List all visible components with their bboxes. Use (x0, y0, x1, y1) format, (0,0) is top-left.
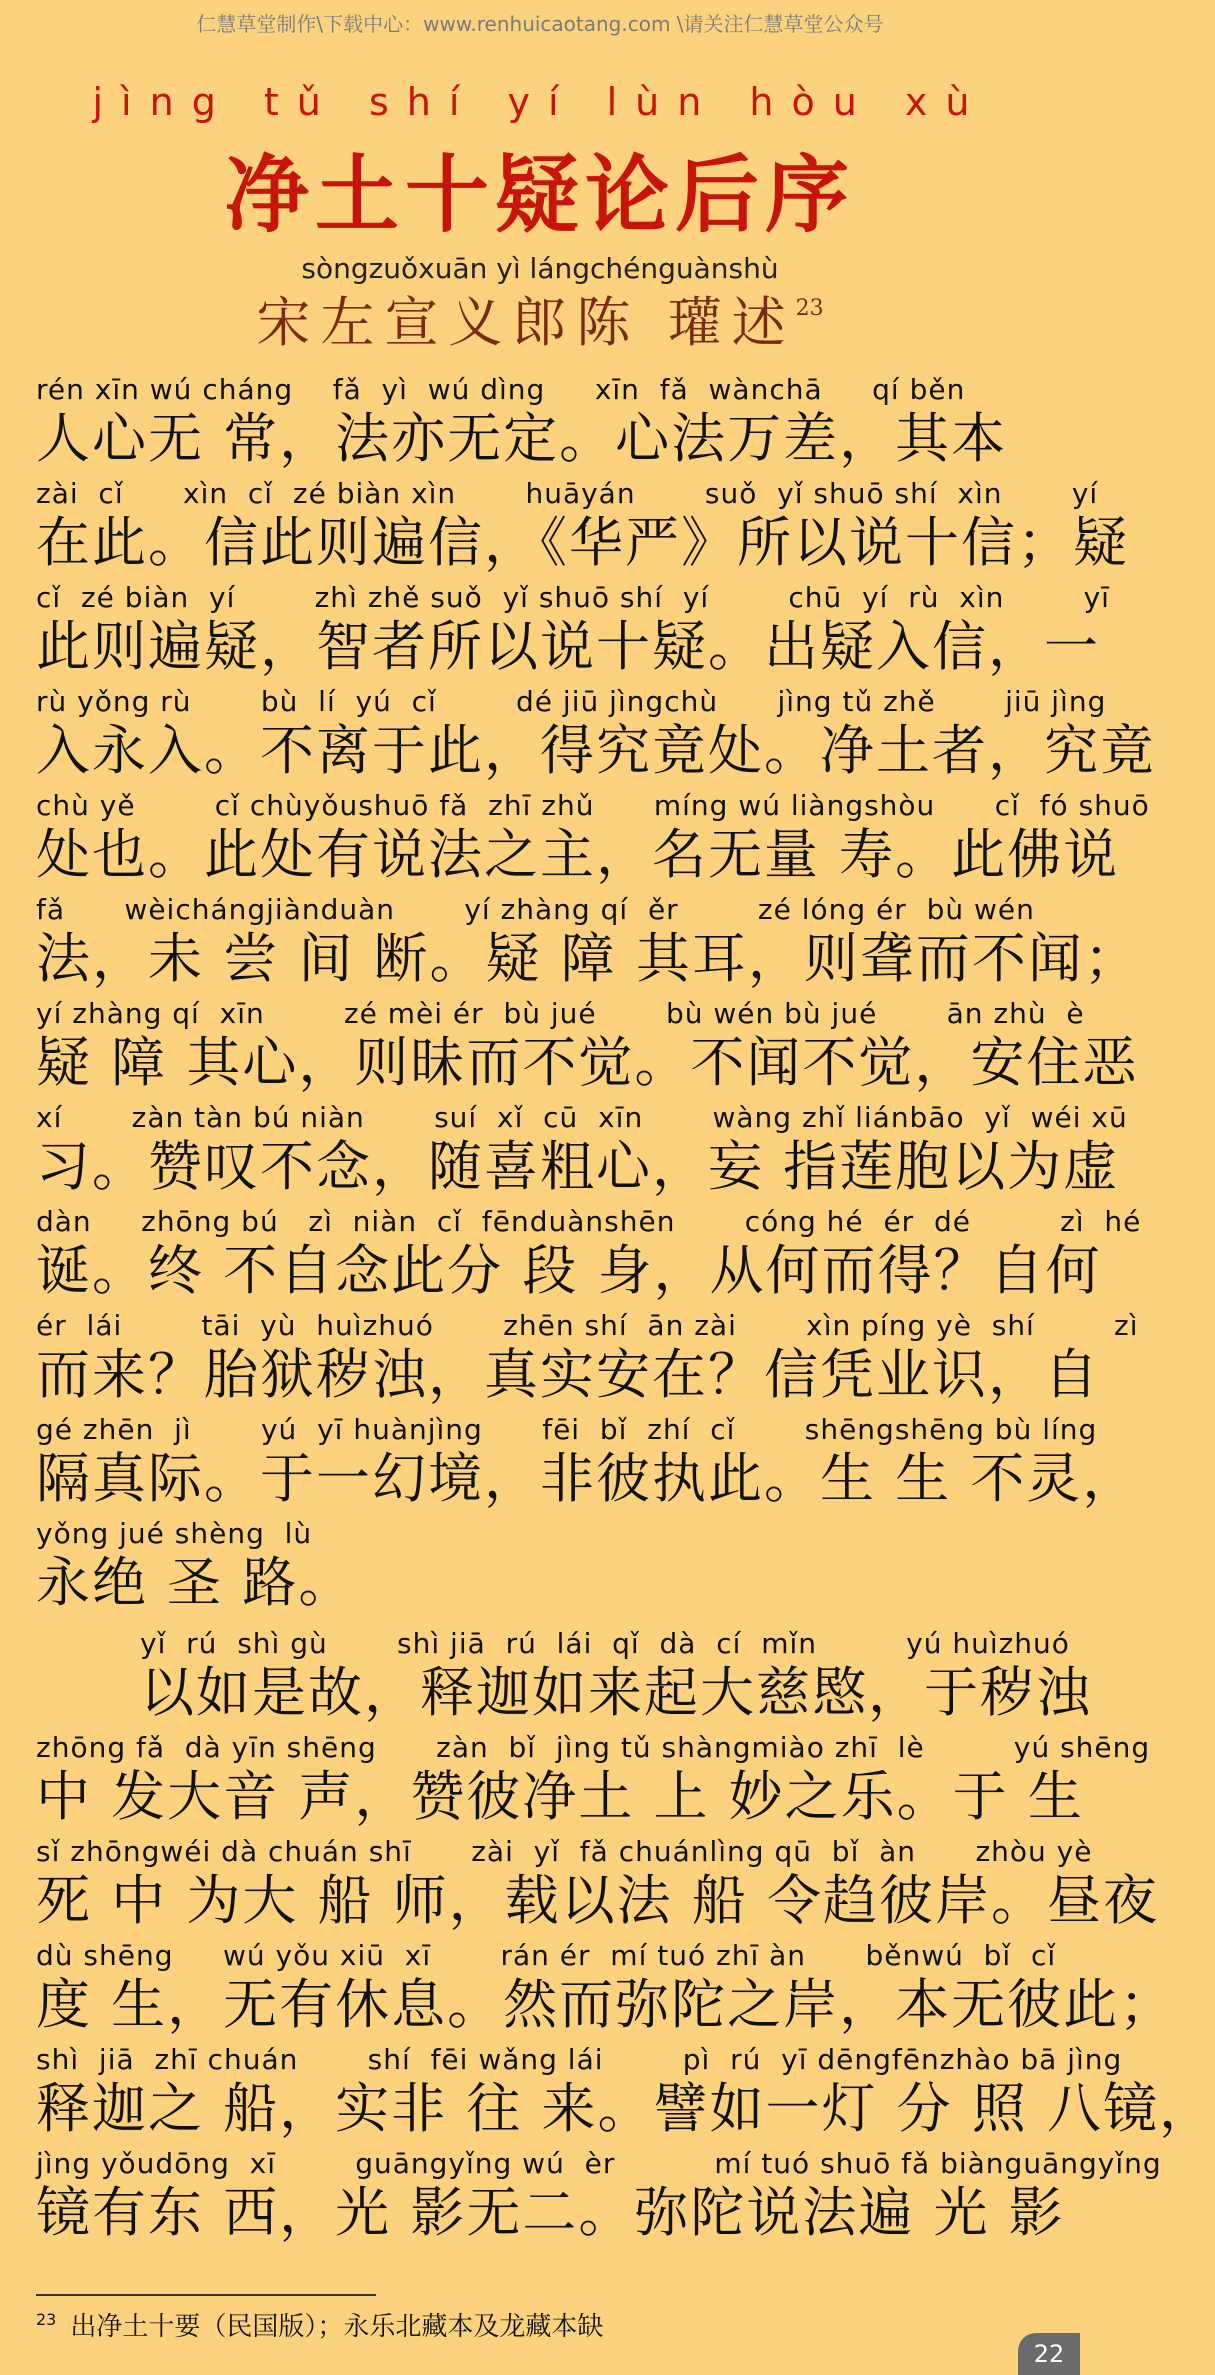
footnote-divider (36, 2294, 376, 2296)
text-line (36, 1204, 1142, 1308)
chinese-line: 人心无 常，法亦无定。心法万差，其本 (36, 407, 1008, 470)
text-line (36, 580, 1110, 684)
chinese-line: 在此。信此则遍信，《华严》所以说十信；疑 (36, 511, 1129, 574)
text-line (36, 996, 1139, 1100)
chinese-line: 永绝 圣 路。 (36, 1551, 355, 1614)
text-line (36, 2042, 1215, 2146)
pinyin-line: jìng yǒudōng xī guāngyǐng wú èr mí tuó shuō fǎ biànguāngyǐng (36, 2147, 1162, 2180)
text-line (36, 788, 1150, 892)
text-line (36, 1308, 1139, 1412)
chinese-line: 释迦之 船，实非 往 来。譬如一灯 分 照 八镜， (36, 2077, 1215, 2140)
chinese-line: 而来？胎狱秽浊，真实安在？信凭业识，自 (36, 1343, 1100, 1406)
author-name: 宋左宣义郎陈 瓘述 (256, 291, 796, 354)
title-pinyin: jìng tǔ shí yí lùn hòu xù (92, 80, 988, 124)
pinyin-line: sǐ zhōngwéi dà chuán shī zài yǐ fǎ chuánlìng qū bǐ àn zhòu yè (36, 1835, 1093, 1868)
chinese-line: 习。赞叹不念，随喜粗心，妄 指莲胞以为虚 (36, 1135, 1120, 1198)
pinyin-line: zhōng fǎ dà yīn shēng zàn bǐ jìng tǔ shàngmiào zhī lè yú shēng (36, 1731, 1151, 1764)
text-line (36, 2146, 1162, 2250)
pinyin-line: rén xīn wú cháng fǎ yì wú dìng xīn fǎ wànchā qí běn (36, 373, 966, 406)
text-line (36, 1626, 1092, 1730)
text-line (36, 1100, 1128, 1204)
chinese-line: 镜有东 西，光 影无二。弥陀说法遍 光 影 (36, 2181, 1065, 2244)
pinyin-line: yí zhàng qí xīn zé mèi ér bù jué bù wén bù jué ān zhù è (36, 997, 1085, 1030)
text-line (36, 1834, 1159, 1938)
site-header: 仁慧草堂制作\下载中心：www.renhuicaotang.com \请关注仁慧草堂公众号 (196, 12, 884, 36)
author-line (0, 280, 1080, 357)
pinyin-line: yǒng jué shèng lù (36, 1517, 313, 1550)
chinese-line: 此则遍疑，智者所以说十疑。出疑入信，一 (36, 615, 1100, 678)
text-line (36, 476, 1129, 580)
chinese-line: 入永入。不离于此，得究竟处。净土者，究竟 (36, 719, 1156, 782)
pinyin-line: shì jiā zhī chuán shí fēi wǎng lái pì rú yī dēngfēnzhào bā jìng (36, 2043, 1123, 2076)
pinyin-line: zài cǐ xìn cǐ zé biàn xìn huāyán suǒ yǐ shuō shí xìn yí (36, 477, 1099, 510)
footnote (36, 2306, 603, 2343)
text-line (36, 684, 1156, 788)
pinyin-line: fǎ wèichángjiànduàn yí zhàng qí ěr zé lóng ér bù wén (36, 893, 1035, 926)
text-line (36, 1730, 1151, 1834)
chinese-line: 疑 障 其心，则昧而不觉。不闻不觉，安住恶 (36, 1031, 1139, 1094)
footnote-number: 23 (36, 2310, 57, 2330)
text-line (36, 1938, 1176, 2042)
chinese-line: 以如是故，释迦如来起大慈愍，于秽浊 (140, 1661, 1092, 1724)
footnote-reference[interactable]: 23 (795, 296, 824, 321)
pinyin-line: gé zhēn jì yú yī huànjìng fēi bǐ zhí cǐ shēngshēng bù líng (36, 1413, 1098, 1446)
pinyin-line: yǐ rú shì gù shì jiā rú lái qǐ dà cí mǐn yú huìzhuó (140, 1627, 1070, 1660)
chinese-line: 法，未 尝 间 断。疑 障 其耳，则聋而不闻； (36, 927, 1140, 990)
pinyin-line: dàn zhōng bú zì niàn cǐ fēnduànshēn cóng hé ér dé zì hé (36, 1205, 1142, 1238)
body-text (36, 372, 1215, 2250)
chinese-line: 死 中 为大 船 师，载以法 船 令趋彼岸。昼夜 (36, 1869, 1159, 1932)
chinese-line: 隔真际。于一幻境，非彼执此。生 生 不灵， (36, 1447, 1139, 1510)
text-line (36, 1412, 1139, 1516)
pinyin-line: cǐ zé biàn yí zhì zhě suǒ yǐ shuō shí yí chū yí rù xìn yī (36, 581, 1110, 614)
text-line (36, 1516, 1046, 1620)
chinese-line: 度 生，无有休息。然而弥陀之岸，本无彼此； (36, 1973, 1176, 2036)
chinese-line: 处也。此处有说法之主，名无量 寿。此佛说 (36, 823, 1120, 886)
chinese-line: 诞。终 不自念此分 段 身，从何而得？自何 (36, 1239, 1102, 1302)
pinyin-line: dù shēng wú yǒu xiū xī rán ér mí tuó zhī àn běnwú bǐ cǐ (36, 1939, 1057, 1972)
pinyin-line: ér lái tāi yù huìzhuó zhēn shí ān zài xìn píng yè shí zì (36, 1309, 1139, 1342)
author-pinyin: sòngzuǒxuān yì lángchénguànshù (301, 252, 779, 285)
text-line (36, 372, 1046, 476)
chinese-line: 中 发大音 声，赞彼净土 上 妙之乐。于 生 (36, 1765, 1084, 1828)
footnote-text: 出净土十要（民国版）；永乐北藏本及龙藏本缺 (70, 2312, 604, 2342)
pinyin-line: xí zàn tàn bú niàn suí xǐ cū xīn wàng zhǐ liánbāo yǐ wéi xū (36, 1101, 1128, 1134)
page-number: 22 (1018, 2333, 1080, 2375)
page-title: 净土十疑论后序 (224, 145, 855, 244)
pinyin-line: chù yě cǐ chùyǒushuō fǎ zhī zhǔ míng wú liàngshòu cǐ fó shuō (36, 789, 1150, 822)
text-line (36, 892, 1140, 996)
pinyin-line: rù yǒng rù bù lí yú cǐ dé jiū jìngchù jìng tǔ zhě jiū jìng (36, 685, 1107, 718)
